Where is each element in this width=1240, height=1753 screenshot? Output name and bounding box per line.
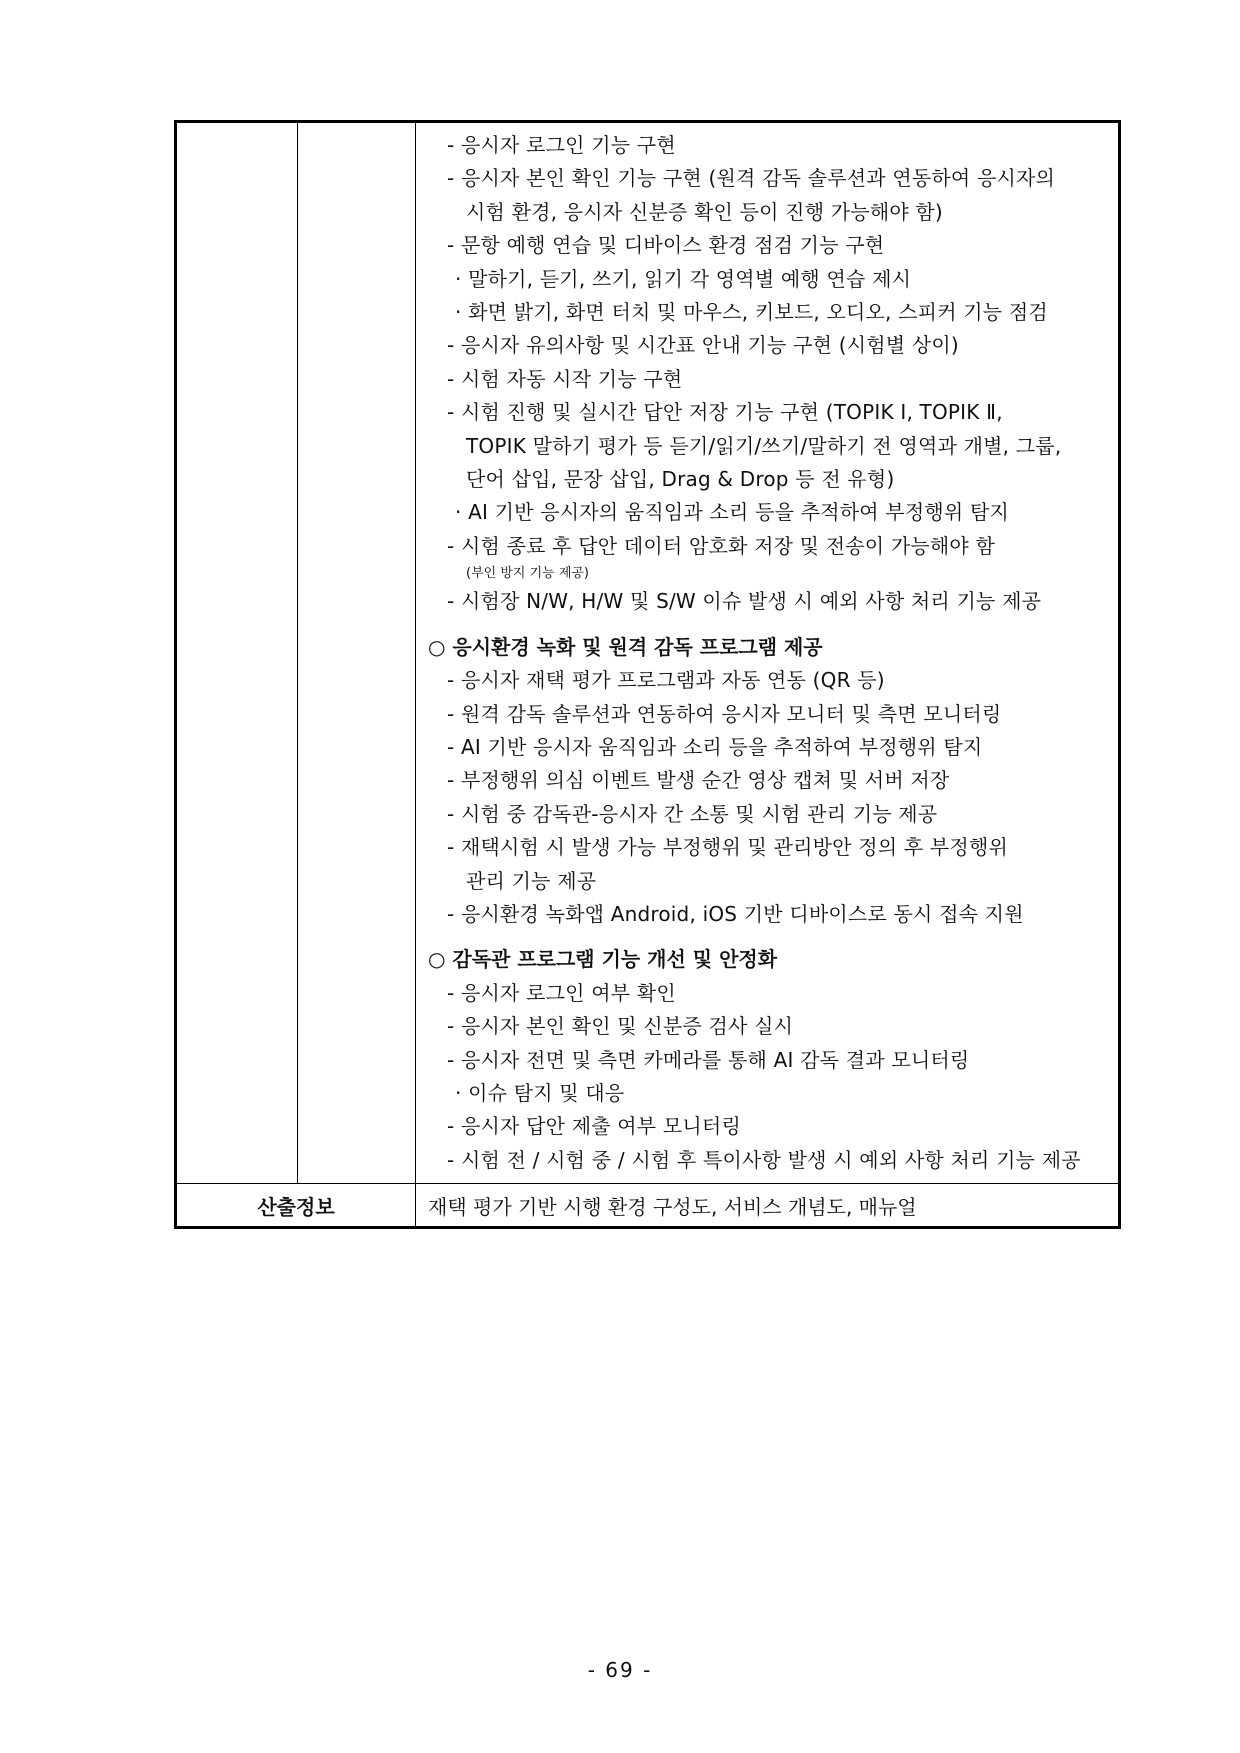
section-proctor-program	[428, 977, 1108, 1177]
output-row	[176, 1184, 1120, 1228]
requirement-line: 관리 기능 제공	[466, 868, 597, 893]
page-number: - 69 -	[587, 1658, 653, 1682]
section-client-features	[428, 129, 1108, 619]
requirement-line: - 시험 진행 및 실시간 답안 저장 기능 구현 (TOPIK Ⅰ, TOPIK Ⅱ,	[447, 400, 1003, 425]
requirement-line: - 응시자 본인 확인 기능 구현 (원격 감독 솔루션과 연동하여 응시자의	[447, 166, 1056, 191]
subcategory-cell	[298, 122, 416, 1184]
section-heading-remote-proctoring: ○ 응시환경 녹화 및 원격 감독 프로그램 제공	[428, 634, 823, 659]
requirement-line: - 재택시험 시 발생 가능 부정행위 및 관리방안 정의 후 부정행위	[447, 835, 1008, 860]
output-value: 재택 평가 기반 시행 환경 구성도, 서비스 개념도, 매뉴얼	[416, 1184, 1120, 1228]
section-heading-proctor-program: ○ 감독관 프로그램 기능 개선 및 안정화	[428, 947, 778, 972]
requirement-line: - 응시자 로그인 여부 확인	[447, 980, 676, 1005]
spec-table	[174, 120, 1121, 1229]
requirement-line: - AI 기반 응시자 움직임과 소리 등을 추적하여 부정행위 탐지	[447, 734, 983, 759]
category-cell	[176, 122, 298, 1184]
requirement-line: - 응시자 로그인 기능 구현	[447, 133, 676, 157]
requirement-line: · 화면 밝기, 화면 터치 및 마우스, 키보드, 오디오, 스피커 기능 점검	[455, 300, 1048, 325]
output-label: 산출정보	[176, 1184, 416, 1228]
requirement-line: - 응시자 전면 및 측면 카메라를 통해 AI 감독 결과 모니터링	[447, 1047, 970, 1072]
content-row	[176, 122, 1120, 1184]
requirement-line: - 문항 예행 연습 및 디바이스 환경 점검 기능 구현	[447, 233, 885, 258]
requirement-line: · 이슈 탐지 및 대응	[455, 1080, 625, 1105]
requirement-line: - 응시자 본인 확인 및 신분증 검사 실시	[447, 1014, 794, 1039]
requirement-line: - 부정행위 의심 이벤트 발생 순간 영상 캡쳐 및 서버 저장	[447, 768, 950, 793]
requirement-line: - 원격 감독 솔루션과 연동하여 응시자 모니터 및 측면 모니터링	[447, 701, 1002, 726]
requirement-line: - 시험장 N/W, H/W 및 S/W 이슈 발생 시 예외 사항 처리 기능 제공	[447, 589, 1042, 614]
requirement-line: - 응시자 답안 제출 여부 모니터링	[447, 1114, 741, 1139]
requirement-line: - 시험 자동 시작 기능 구현	[447, 366, 683, 391]
requirement-line: 단어 삽입, 문장 삽입, Drag & Drop 등 전 유형)	[466, 467, 895, 492]
requirement-line: TOPIK 말하기 평가 등 듣기/읽기/쓰기/말하기 전 영역과 개별, 그룹,	[466, 433, 1062, 458]
section-remote-proctoring	[428, 664, 1108, 931]
requirement-line: 시험 환경, 응시자 신분증 확인 등이 진행 가능해야 함)	[466, 199, 943, 224]
requirement-line: - 응시자 유의사항 및 시간표 안내 기능 구현 (시험별 상이)	[447, 333, 959, 358]
requirement-line: - 시험 중 감독관-응시자 간 소통 및 시험 관리 기능 제공	[447, 801, 938, 826]
requirement-line: - 시험 전 / 시험 중 / 시험 후 특이사항 발생 시 예외 사항 처리 기능 제공	[447, 1147, 1081, 1172]
requirement-line: - 응시환경 녹화앱 Android, iOS 기반 디바이스로 동시 접속 지원	[447, 901, 1024, 926]
requirement-line: (부인 방지 기능 제공)	[466, 566, 590, 582]
requirement-line: · AI 기반 응시자의 움직임과 소리 등을 추적하여 부정행위 탐지	[455, 500, 1010, 525]
requirement-line: - 시험 종료 후 답안 데이터 암호화 저장 및 전송이 가능해야 함	[447, 533, 996, 558]
requirement-line: - 응시자 재택 평가 프로그램과 자동 연동 (QR 등)	[447, 668, 885, 693]
requirements-cell	[416, 122, 1120, 1184]
requirement-line: · 말하기, 듣기, 쓰기, 읽기 각 영역별 예행 연습 제시	[455, 266, 912, 291]
